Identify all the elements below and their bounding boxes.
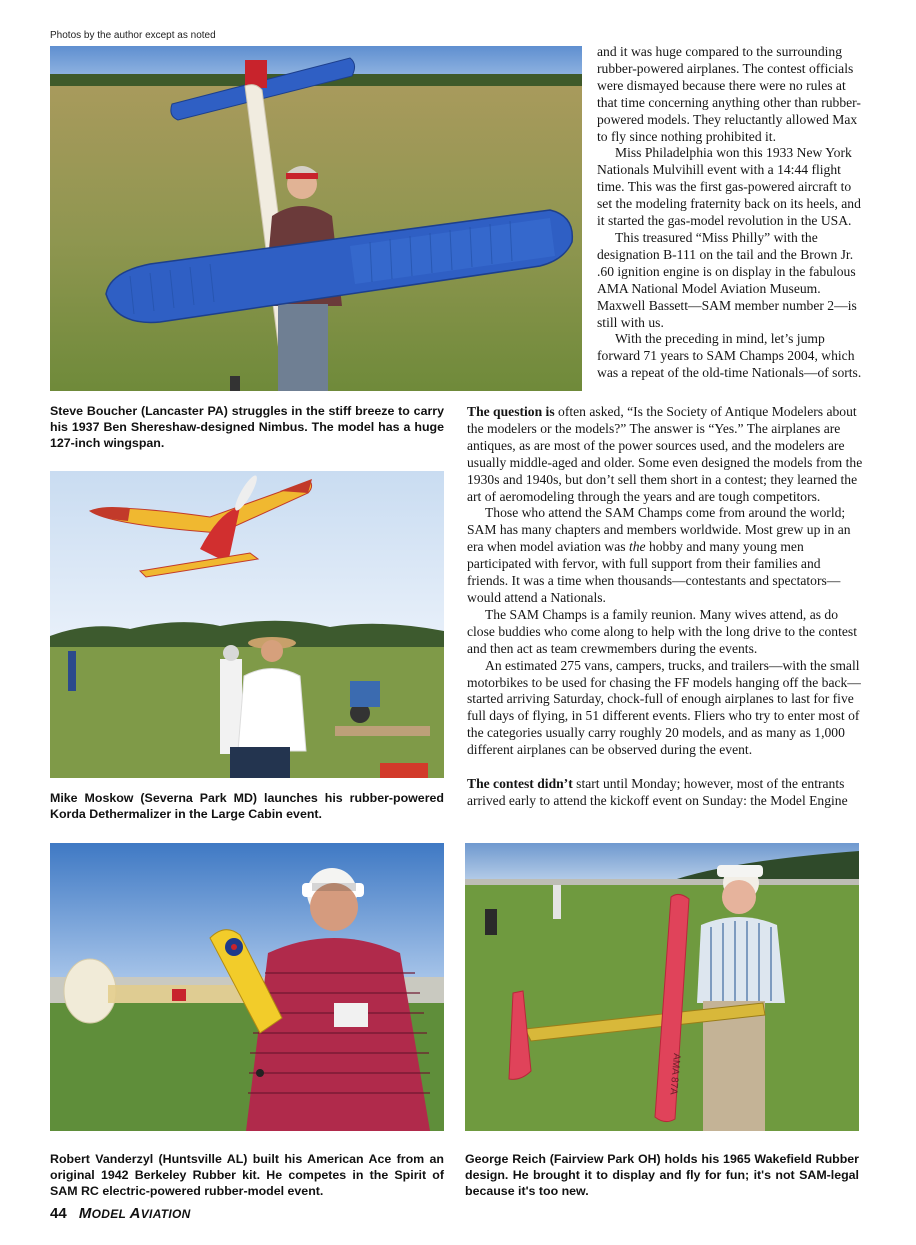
caption-photo-3: Robert Vanderzyl (Huntsville AL) built his American Ace from an original 1942 Berkeley Rubber kit. He competes in the Spirit of SAM RC electric-powered rubber-model event.: [50, 1152, 444, 1198]
photo-robert-vanderzyl-american-ace: [50, 843, 444, 1131]
top-paragraph-1: and it was huge compared to the surrounding rubber-powered airplanes. The contest officials were dismayed because there were no rules at that time concerning anything other than rubber-powered models. They reluctantly allowed Max to fly since nothing prohibited it.: [597, 44, 861, 144]
top-paragraph-2: Miss Philadelphia won this 1933 New York Nationals Mulvihill event with a 14:44 flight time. This was the first gas-powered aircraft to set the modeling fraternity back on its heels, and it started the gas-model revolution in the USA.: [597, 145, 861, 229]
page-folio: [50, 1205, 191, 1222]
photo-2-illustration: [50, 471, 444, 778]
fuselage-marking-label: AMA 87A: [667, 1052, 682, 1096]
main-paragraph-3: The SAM Champs is a family reunion. Many wives attend, as do close buddies who come along to help with the long drive to the contest and then act as team crewmembers during the events.: [467, 606, 857, 656]
main-paragraph-4: An estimated 275 vans, campers, trucks, and trailers—with the small motorbikes to be used for chasing the FF models hanging off the back—started arriving Saturday, chock-full of enough airplanes to last for five full days of flying, in 51 different events. Fliers who try to enter most of the categories usually carry roughly 20 models, and as many as 1,000 different airplanes can be observed during the event.: [467, 657, 861, 758]
caption-photo-2: Mike Moskow (Severna Park MD) launches his rubber-powered Korda Dethermalizer in the Large Cabin event.: [50, 791, 444, 821]
main-paragraph-5-text: start until Monday; however, most of the entrants arrived early to attend the kickoff event on Sunday: the Model Engine: [467, 776, 848, 808]
main-paragraph-2-emphasis: the: [628, 539, 646, 555]
top-paragraph-4: With the preceding in mind, let’s jump forward 71 years to SAM Champs 2004, which was a repeat of the old-time Nationals—of sorts.: [597, 331, 862, 381]
magazine-initial-1: M: [78, 1205, 92, 1222]
photo-steve-boucher-nimbus: [50, 46, 582, 391]
magazine-rest-1: ODEL: [91, 1207, 130, 1221]
photo-4-illustration: [465, 843, 859, 1131]
main-paragraph-1-text: often asked, “Is the Society of Antique Modelers about the modelers or the models?” The answer is “Yes.” The airplanes are antiques, as are most of the power sources used, and the modelers are usually middle-aged and older. Some even designed the models from the 1930s and 1940s, but don’t sell them short in a contest; they learned the art of aeromodeling through the years and are tough competitors.: [467, 404, 863, 504]
main-text-column: [467, 404, 864, 810]
photo-1-illustration: [50, 46, 582, 391]
magazine-rest-2: VIATION: [140, 1207, 191, 1221]
photo-mike-moskow-korda: [50, 471, 444, 778]
main-paragraph-2-a: Those who attend the SAM Champs come from around the world; SAM has many chapters and members worldwide. Most grew up in an era when model aviation was: [467, 505, 851, 555]
caption-photo-4: George Reich (Fairview Park OH) holds his 1965 Wakefield Rubber design. He brought it to display and fly for fun; it's not SAM-legal because it's too new.: [465, 1152, 859, 1198]
photo-credit: Photos by the author except as noted: [50, 30, 216, 41]
magazine-name: [79, 1207, 191, 1221]
photo-george-reich-wakefield: [465, 843, 859, 1131]
run-in-head-2: The contest didn’t: [467, 776, 573, 792]
caption-photo-1: Steve Boucher (Lancaster PA) struggles in the stiff breeze to carry his 1937 Ben Shereshaw-designed Nimbus. The model has a huge 127-inch wingspan.: [50, 404, 444, 450]
page-number: 44: [50, 1205, 67, 1222]
main-paragraph-1: [467, 404, 864, 505]
run-in-head-1: The question is: [467, 404, 555, 419]
magazine-initial-2: A: [129, 1205, 141, 1222]
main-paragraph-2-b: hobby and many young men participated with fervor, with full support from their families and friends. It was a time when thousands—contestants and spectators—would attend a Nationals.: [467, 539, 841, 605]
main-paragraph-2: [467, 505, 864, 606]
photo-3-illustration: [50, 843, 444, 1131]
top-paragraph-3: This treasured “Miss Philly” with the designation B-111 on the tail and the Brown Jr. .60 ignition engine is on display in the fabulous AMA National Model Aviation Museum. Maxwell Bassett—SAM member number 2—is still with us.: [597, 229, 857, 330]
main-paragraph-5: [467, 776, 864, 810]
top-text-column: [597, 44, 865, 382]
